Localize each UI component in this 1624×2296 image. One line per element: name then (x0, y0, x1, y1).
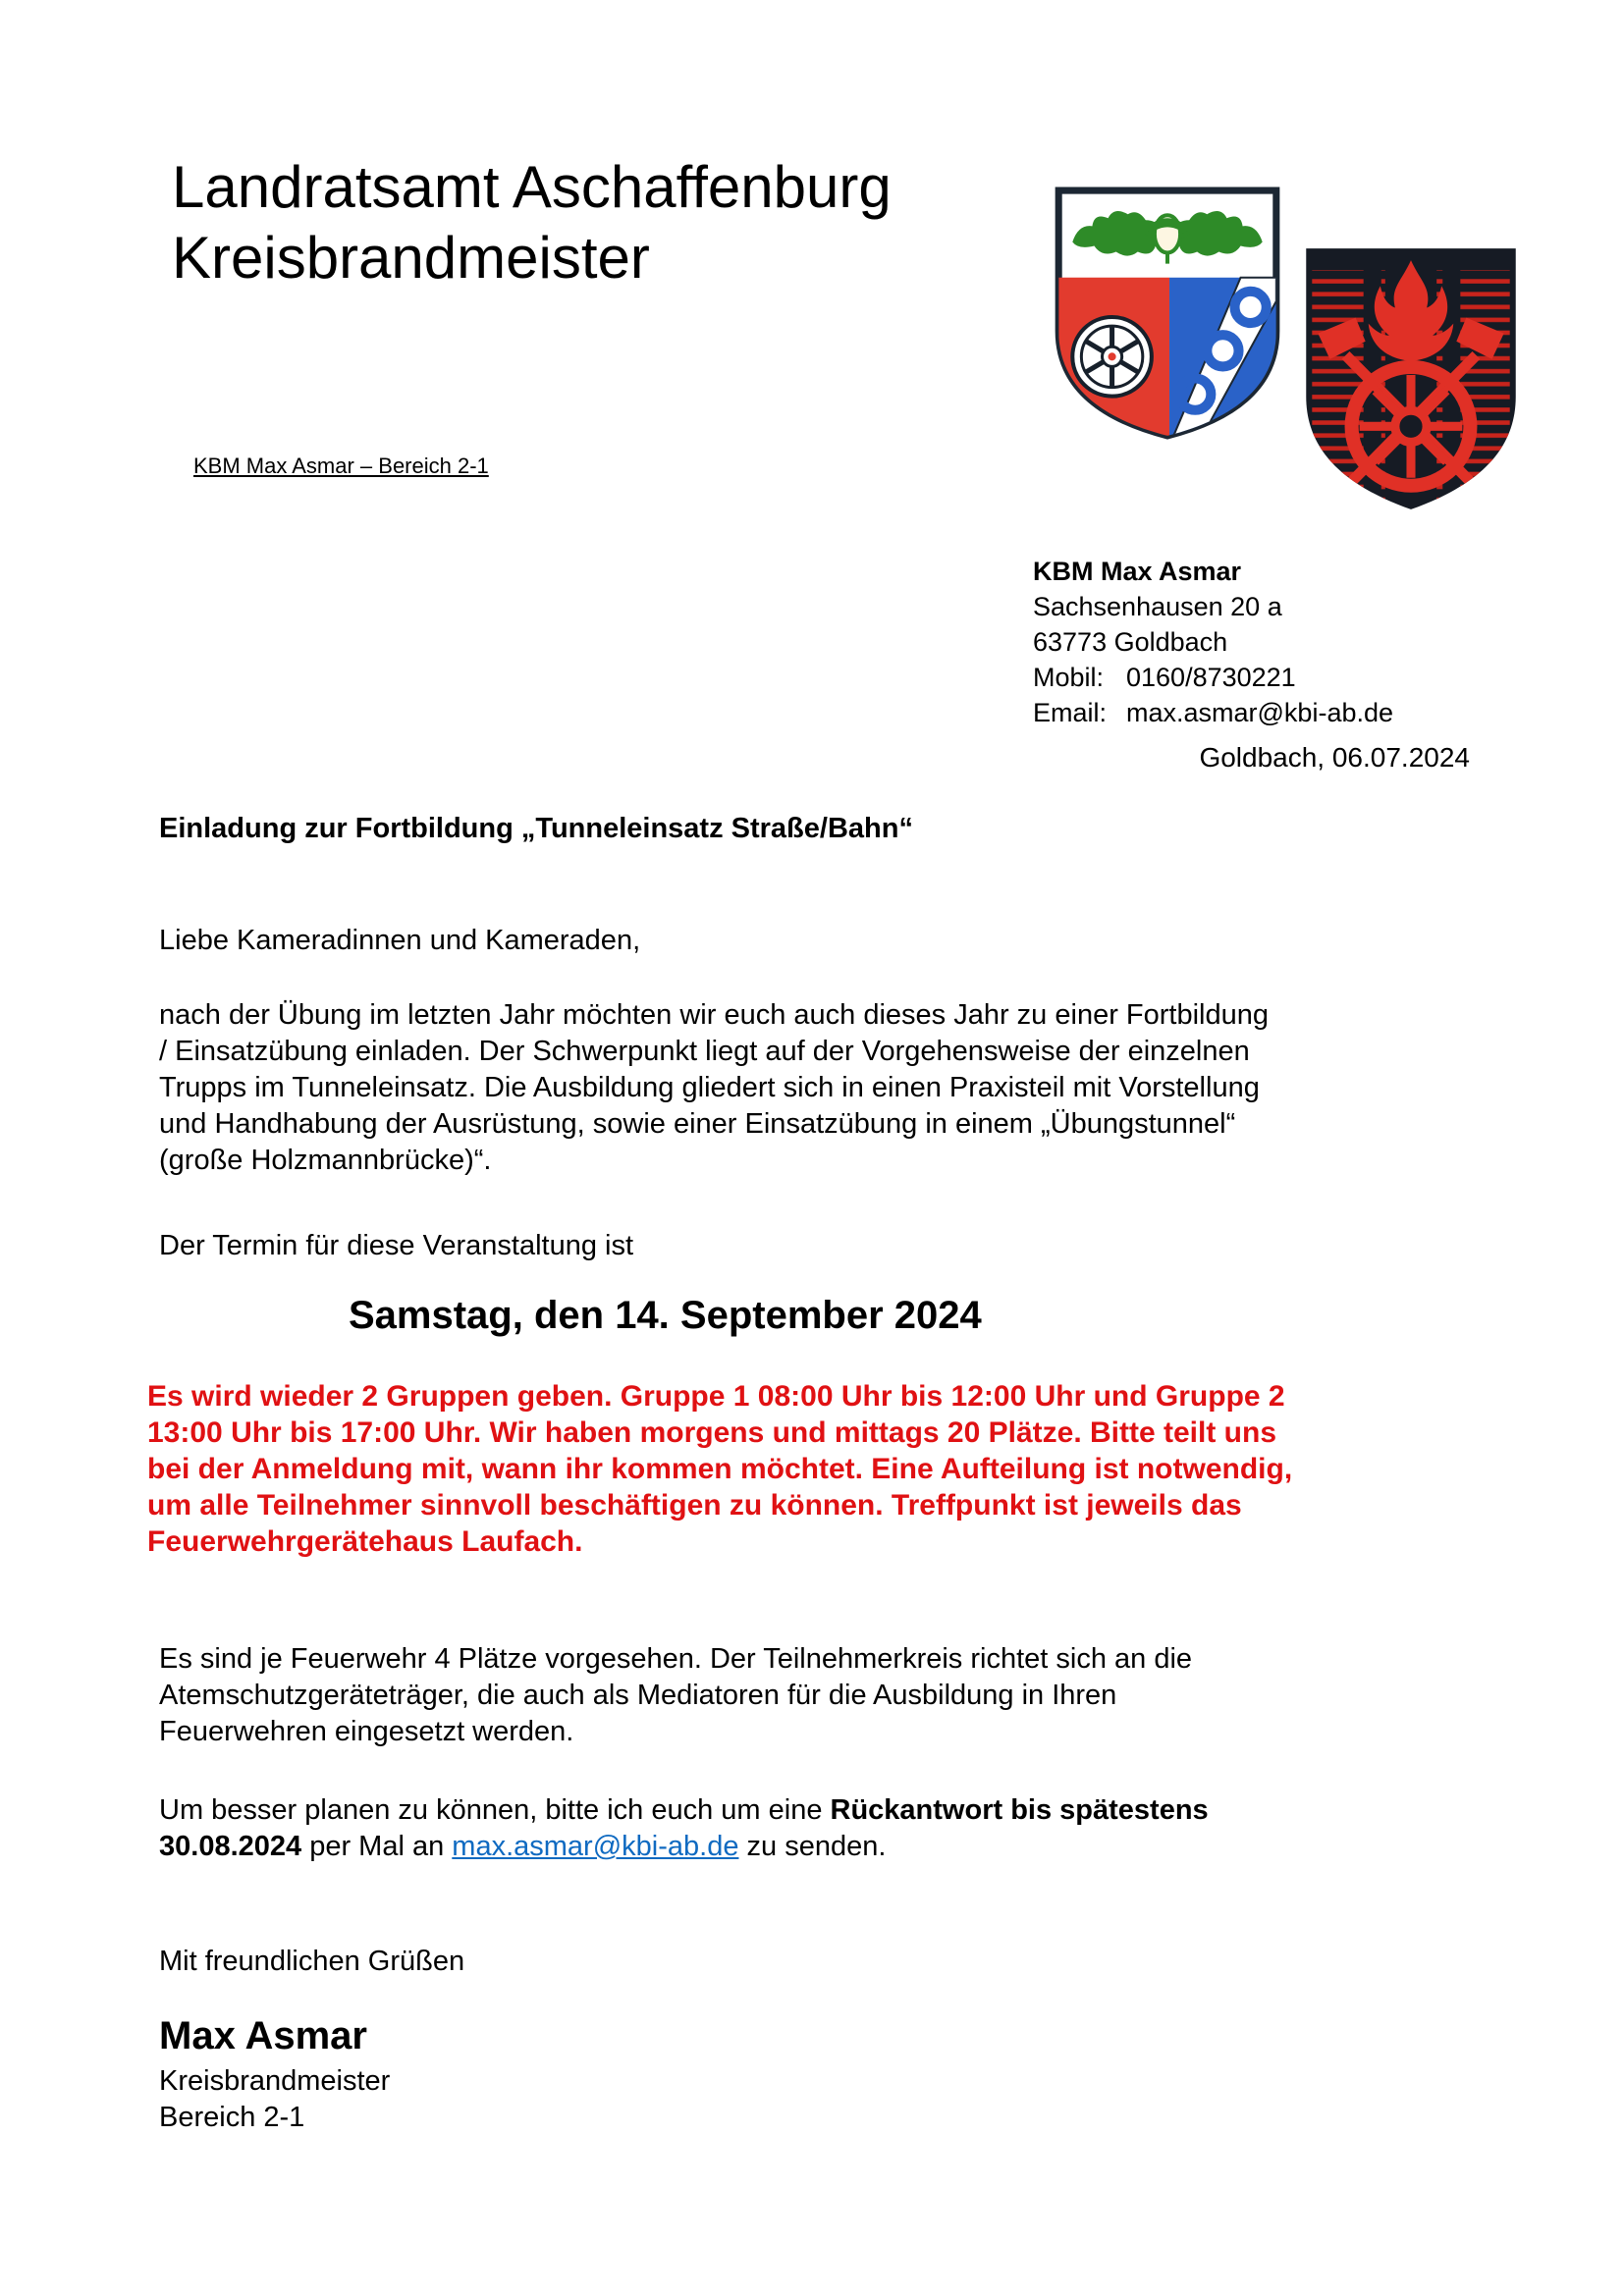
district-coat-of-arms-icon (1047, 181, 1288, 446)
greeting-line: Liebe Kameradinnen und Kameraden, (159, 925, 641, 956)
email-link[interactable]: max.asmar@kbi-ab.de (452, 1831, 739, 1862)
header-title-line-2: Kreisbrandmeister (172, 225, 650, 291)
reply-text: Um besser planen zu können, bitte ich euch um eine (159, 1794, 831, 1826)
paragraph-line: nach der Übung im letzten Jahr möchten wir euch auch dieses Jahr zu einer Fortbildung (159, 999, 1269, 1031)
closing-line: Mit freundlichen Grüßen (159, 1946, 465, 1977)
paragraph-line: und Handhabung der Ausrüstung, sowie einer Einsatzübung in einem „Übungstunnel“ (159, 1108, 1236, 1140)
notice-line: Feuerwehrgerätehaus Laufach. (147, 1525, 583, 1558)
reply-deadline-intro: Rückantwort bis spätestens (830, 1794, 1209, 1826)
signature-name: Max Asmar (159, 2014, 367, 2057)
paragraph-line: / Einsatzübung einladen. Der Schwerpunkt liegt auf der Vorgehensweise der einzelnen (159, 1036, 1250, 1067)
mobil-value: 0160/8730221 (1126, 663, 1296, 692)
contact-mobil-row (1033, 660, 1393, 695)
contact-name: KBM Max Asmar (1033, 557, 1242, 586)
contact-block (1033, 554, 1393, 730)
signature-role-1: Kreisbrandmeister (159, 2065, 391, 2097)
paragraph-line: Es sind je Feuerwehr 4 Plätze vorgesehen. Der Teilnehmerkreis richtet sich an die (159, 1643, 1193, 1675)
letterhead-sender-line: KBM Max Asmar – Bereich 2-1 (193, 454, 489, 478)
body-paragraph-2 (159, 1641, 1192, 1750)
signature-role-2: Bereich 2-1 (159, 2102, 305, 2133)
subject-line: Einladung zur Fortbildung „Tunneleinsatz Straße/Bahn“ (159, 813, 913, 844)
notice-line: 13:00 Uhr bis 17:00 Uhr. Wir haben morgens und mittags 20 Plätze. Bitte teilt uns (147, 1416, 1277, 1449)
contact-city: 63773 Goldbach (1033, 627, 1228, 657)
reply-line-2 (159, 1829, 1209, 1865)
contact-street: Sachsenhausen 20 a (1033, 592, 1282, 621)
notice-line: bei der Anmeldung mit, wann ihr kommen möchtet. Eine Aufteilung ist notwendig, (147, 1453, 1293, 1485)
header-title-line-1: Landratsamt Aschaffenburg (172, 154, 892, 220)
email-value: max.asmar@kbi-ab.de (1126, 698, 1394, 727)
event-date-line: Samstag, den 14. September 2024 (349, 1294, 982, 1337)
reply-line-1 (159, 1792, 1209, 1829)
notice-line: Es wird wieder 2 Gruppen geben. Gruppe 1 08:00 Uhr bis 12:00 Uhr und Gruppe 2 (147, 1380, 1285, 1413)
header-title (172, 152, 892, 294)
email-label: Email: (1033, 698, 1108, 727)
body-paragraph-1 (159, 997, 1269, 1179)
signature-roles (159, 2063, 390, 2136)
red-notice-paragraph (147, 1378, 1292, 1560)
mobil-label: Mobil: (1033, 663, 1105, 692)
feuerwehr-emblem-icon (1298, 237, 1524, 521)
paragraph-line: Atemschutzgeräteträger, die auch als Mediatoren für die Ausbildung in Ihren (159, 1680, 1117, 1711)
contact-email-row (1033, 695, 1393, 730)
paragraph-line: (große Holzmannbrücke)“. (159, 1145, 492, 1176)
reply-text: per Mal an (301, 1831, 453, 1862)
paragraph-line: Feuerwehren eingesetzt werden. (159, 1716, 574, 1747)
reply-paragraph (159, 1792, 1209, 1865)
notice-line: um alle Teilnehmer sinnvoll beschäftigen zu können. Treffpunkt ist jeweils das (147, 1489, 1242, 1522)
paragraph-line: Trupps im Tunneleinsatz. Die Ausbildung gliedert sich in einen Praxisteil mit Vorstellung (159, 1072, 1260, 1103)
termin-intro-line: Der Termin für diese Veranstaltung ist (159, 1230, 634, 1261)
reply-deadline-date: 30.08.2024 (159, 1831, 302, 1862)
date-line: Goldbach, 06.07.2024 (1199, 742, 1470, 773)
reply-text: zu senden. (738, 1831, 887, 1862)
